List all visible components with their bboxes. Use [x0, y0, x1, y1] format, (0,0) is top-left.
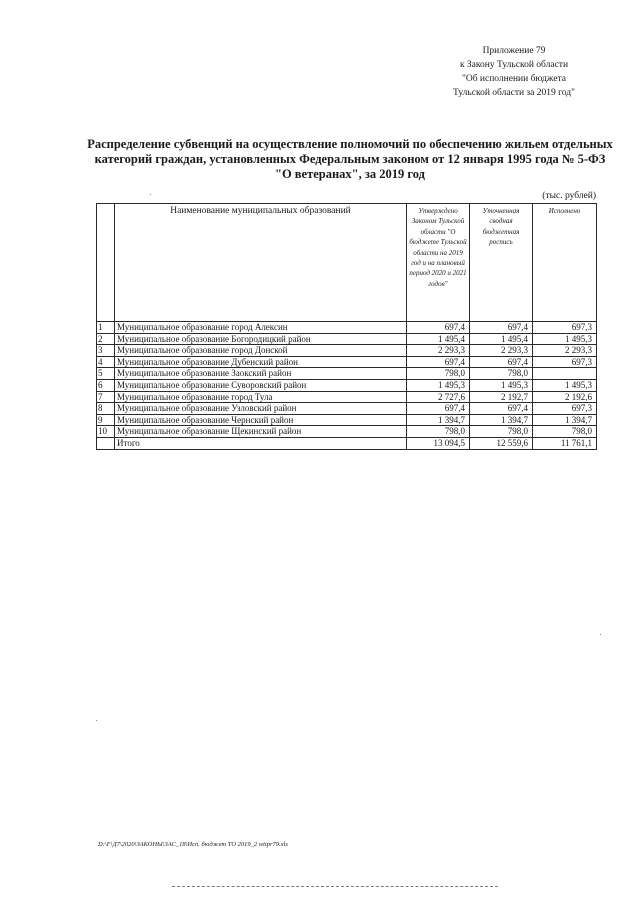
table-row	[97, 414, 597, 426]
table-row	[97, 426, 597, 438]
total-budget: 12 559,6	[470, 437, 533, 449]
row-executed	[533, 368, 597, 380]
row-name: Муниципальное образование Богородицкий район	[115, 333, 407, 345]
total-number	[97, 437, 115, 449]
row-budget: 697,4	[470, 356, 533, 368]
table-row	[97, 368, 597, 380]
row-number: 6	[97, 379, 115, 391]
total-label: Итого	[115, 437, 407, 449]
document-title	[80, 137, 620, 182]
row-approved: 697,4	[407, 322, 470, 334]
row-name: Муниципальное образование Дубенский район	[115, 356, 407, 368]
appendix-line-1: Приложение 79	[482, 46, 546, 56]
row-budget: 798,0	[470, 426, 533, 438]
row-name: Муниципальное образование Чернский район	[115, 414, 407, 426]
row-executed: 697,3	[533, 356, 597, 368]
row-approved: 2 293,3	[407, 345, 470, 357]
header-approved: Утверждено Законом Тульской области "О бюджете Тульской области на 2019 год и на плановый период 2020 и 2021 годов"	[407, 204, 470, 322]
row-approved: 1 394,7	[407, 414, 470, 426]
row-number: 2	[97, 333, 115, 345]
table-row	[97, 345, 597, 357]
row-approved: 2 727,6	[407, 391, 470, 403]
row-executed: 1 394,7	[533, 414, 597, 426]
row-number: 4	[97, 356, 115, 368]
row-approved: 798,0	[407, 426, 470, 438]
row-approved: 798,0	[407, 368, 470, 380]
row-number: 1	[97, 322, 115, 334]
row-budget: 1 495,3	[470, 379, 533, 391]
row-executed: 2 293,3	[533, 345, 597, 357]
row-name: Муниципальное образование Заокский район	[115, 368, 407, 380]
title-line-2: категорий граждан, установленных Федеральным законом от 12 января 1995 года № 5-ФЗ	[94, 152, 606, 166]
header-name: Наименование муниципальных образований	[115, 204, 407, 322]
row-number: 5	[97, 368, 115, 380]
row-executed: 697,3	[533, 403, 597, 415]
table-row	[97, 333, 597, 345]
table-header-row	[97, 204, 597, 322]
row-number: 10	[97, 426, 115, 438]
row-executed: 1 495,3	[533, 333, 597, 345]
scan-speck	[96, 720, 97, 721]
row-number: 3	[97, 345, 115, 357]
row-executed: 1 495,3	[533, 379, 597, 391]
row-number: 7	[97, 391, 115, 403]
row-budget: 798,0	[470, 368, 533, 380]
table-total-row	[97, 437, 597, 449]
table-row	[97, 391, 597, 403]
table-row	[97, 322, 597, 334]
row-budget: 1 495,4	[470, 333, 533, 345]
header-executed: Исполнено	[533, 204, 597, 322]
appendix-line-2: к Закону Тульской области	[459, 60, 569, 70]
subsidy-table	[96, 203, 597, 450]
row-budget: 1 394,7	[470, 414, 533, 426]
row-budget: 697,4	[470, 322, 533, 334]
row-approved: 697,4	[407, 356, 470, 368]
title-line-1: Распределение субвенций на осуществление полномочий по обеспечению жильем отдельных	[87, 137, 613, 151]
row-approved: 1 495,4	[407, 333, 470, 345]
bottom-dashed-line	[172, 886, 498, 887]
appendix-line-4: Тульской области за 2019 год"	[453, 88, 575, 98]
row-executed: 2 192,6	[533, 391, 597, 403]
row-approved: 1 495,3	[407, 379, 470, 391]
row-executed: 798,0	[533, 426, 597, 438]
row-executed: 697,3	[533, 322, 597, 334]
row-name: Муниципальное образование город Тула	[115, 391, 407, 403]
header-number	[97, 204, 115, 322]
scan-speck	[150, 194, 151, 195]
row-budget: 2 293,3	[470, 345, 533, 357]
table-row	[97, 403, 597, 415]
row-budget: 697,4	[470, 403, 533, 415]
row-name: Муниципальное образование Суворовский район	[115, 379, 407, 391]
row-number: 9	[97, 414, 115, 426]
header-budget: Уточненная сводная бюджетная роспись	[470, 204, 533, 322]
row-name: Муниципальное образование Узловский район	[115, 403, 407, 415]
title-line-3: "О ветеранах", за 2019 год	[275, 167, 425, 181]
appendix-block	[400, 44, 628, 100]
row-name: Муниципальное образование город Алексин	[115, 322, 407, 334]
total-approved: 13 094,5	[407, 437, 470, 449]
row-budget: 2 192,7	[470, 391, 533, 403]
scan-speck	[600, 634, 601, 635]
row-number: 8	[97, 403, 115, 415]
file-path: D:\F\Д7\2020\ЗАКОНЫ\ЗАС_18\Исп. бюджет ТО 2019_2 wtipr79.xls	[98, 841, 288, 848]
row-name: Муниципальное образование город Донской	[115, 345, 407, 357]
appendix-line-3: "Об исполнении бюджета	[461, 74, 567, 84]
row-approved: 697,4	[407, 403, 470, 415]
table-row	[97, 379, 597, 391]
units-label: (тыс. рублей)	[542, 191, 596, 201]
table-row	[97, 356, 597, 368]
row-name: Муниципальное образование Щекинский район	[115, 426, 407, 438]
total-executed: 11 761,1	[533, 437, 597, 449]
